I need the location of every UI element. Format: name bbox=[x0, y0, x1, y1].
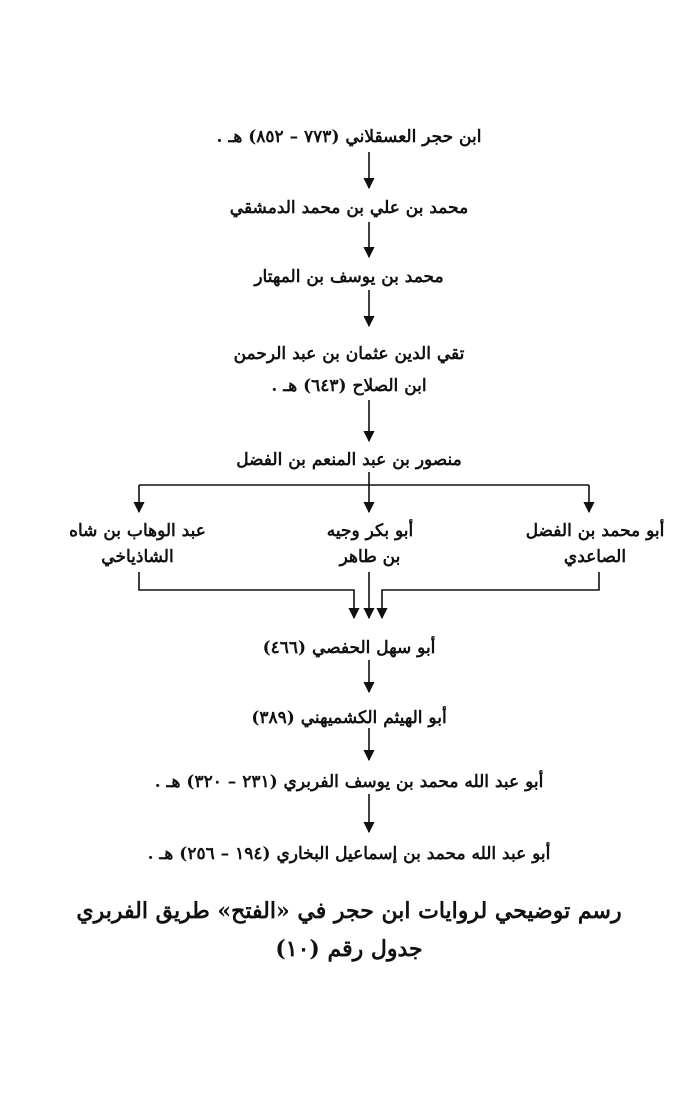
node-abu-bakr-line2: بن طاهر bbox=[339, 547, 401, 567]
node-abd-al-wahhab-line2: الشاذياخي bbox=[101, 547, 174, 567]
node-muhammad-muhtar: محمد بن يوسف بن المهتار bbox=[254, 267, 444, 287]
node-abu-muhammad-line1: أبو محمد بن الفضل bbox=[525, 521, 665, 541]
node-abu-sahl: أبو سهل الحفصي (٤٦٦) bbox=[262, 638, 436, 658]
node-ibn-hajar: ابن حجر العسقلاني (٧٧٣ – ٨٥٢) هـ . bbox=[216, 127, 482, 147]
left-branch-connector bbox=[139, 572, 354, 618]
node-abu-al-haytham: أبو الهيثم الكشميهني (٣٨٩) bbox=[251, 708, 447, 728]
node-bukhari: أبو عبد الله محمد بن إسماعيل البخاري (١٩٤ – ٢٥٦) هـ . bbox=[147, 844, 551, 864]
caption-title: رسم توضيحي لروايات ابن حجر في «الفتح» طريق الفربري bbox=[76, 898, 622, 924]
node-muhammad-dimashqi: محمد بن علي بن محمد الدمشقي bbox=[229, 198, 469, 218]
caption-subtitle: جدول رقم (١٠) bbox=[275, 936, 423, 962]
node-mansur: منصور بن عبد المنعم بن الفضل bbox=[236, 450, 462, 470]
right-branch-connector bbox=[382, 572, 599, 618]
node-ibn-salah-line1: تقي الدين عثمان بن عبد الرحمن bbox=[233, 344, 465, 364]
node-firabri: أبو عبد الله محمد بن يوسف الفربري (٢٣١ – ٣٢٠) هـ . bbox=[154, 772, 544, 792]
node-abd-al-wahhab-line1: عبد الوهاب بن شاه bbox=[69, 521, 206, 541]
node-ibn-salah-line2: ابن الصلاح (٦٤٣) هـ . bbox=[271, 376, 427, 396]
node-abu-bakr-line1: أبو بكر وجيه bbox=[326, 521, 414, 541]
node-abu-muhammad-line2: الصاعدي bbox=[563, 547, 627, 567]
